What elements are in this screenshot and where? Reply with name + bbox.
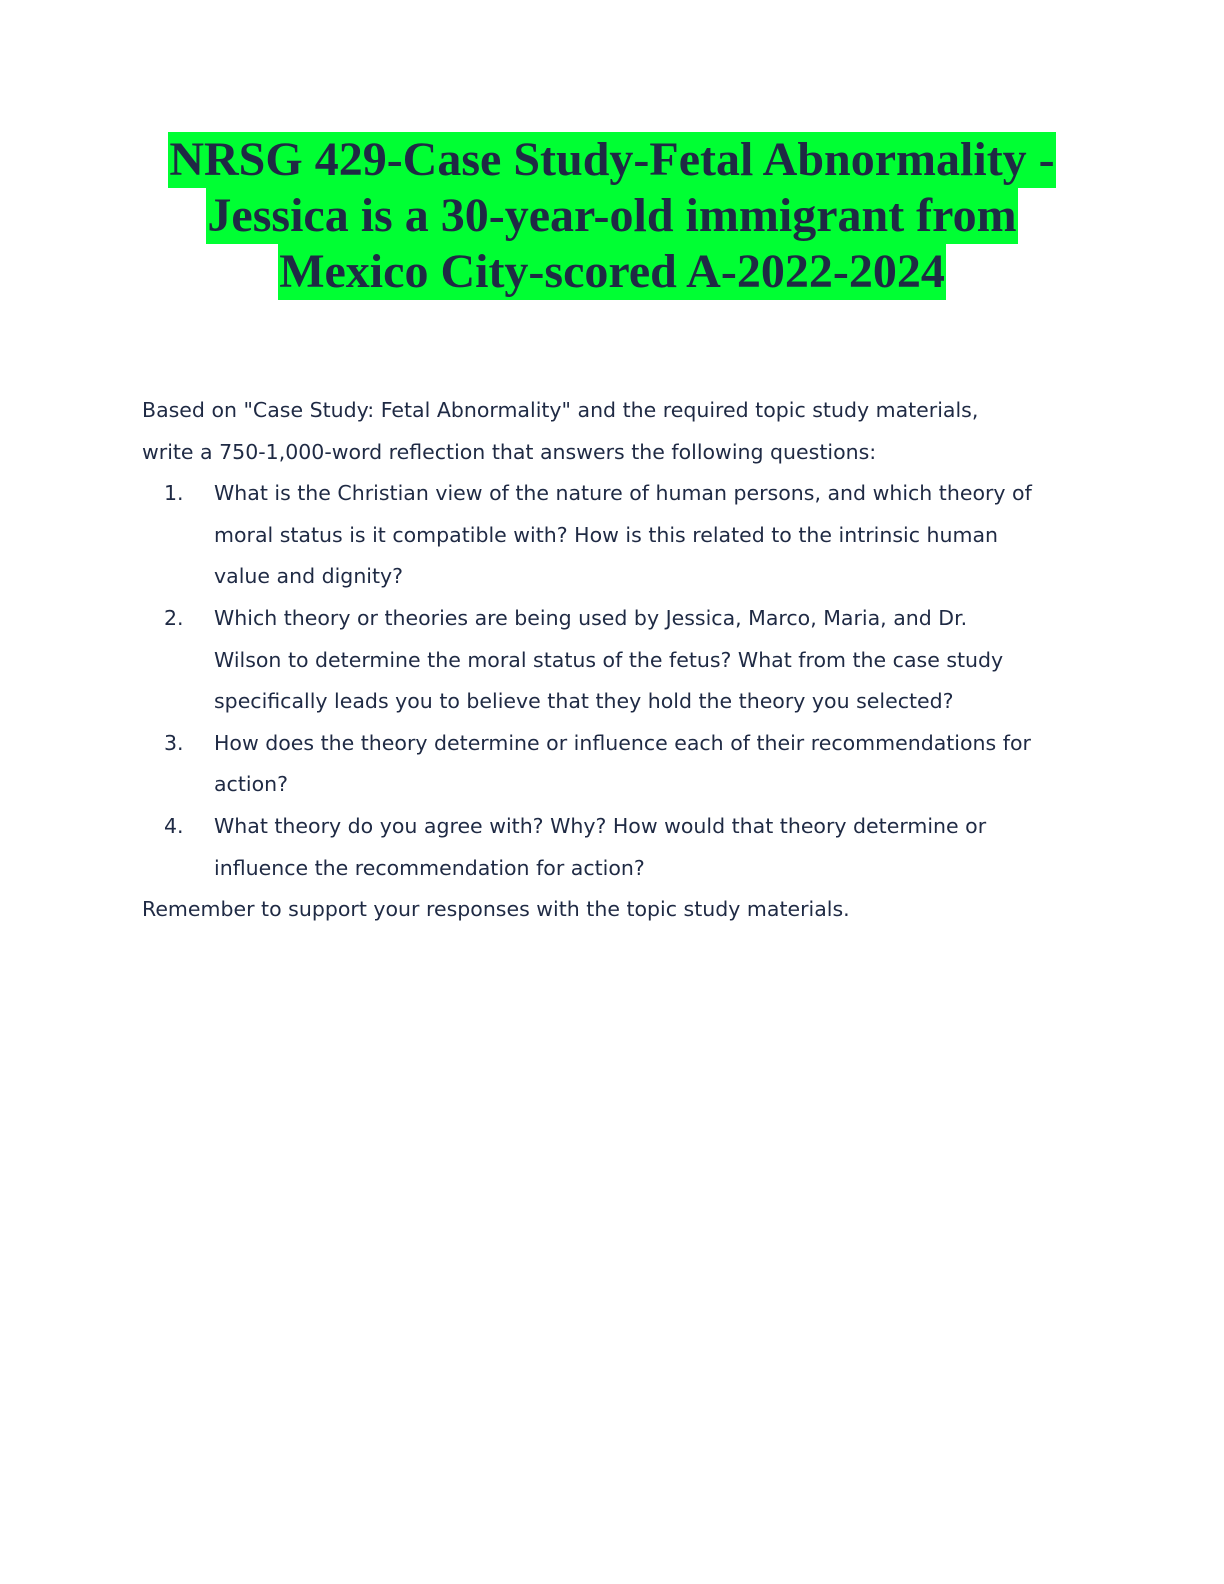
title-line-2: Jessica is a 30-year-old immigrant from: [207, 189, 1017, 242]
question-item-3: [142, 723, 1082, 806]
question-2-line-1: Which theory or theories are being used by Jessica, Marco, Maria, and Dr.: [214, 605, 968, 630]
question-3-line-1: How does the theory determine or influence each of their recommendations for: [214, 730, 1031, 755]
question-1-line-3: value and dignity?: [214, 564, 404, 589]
question-number-3: 3.: [164, 730, 184, 755]
question-number-1: 1.: [164, 481, 184, 506]
question-4-line-2: influence the recommendation for action?: [214, 855, 645, 880]
question-list: [142, 473, 1082, 889]
question-number-4: 4.: [164, 813, 184, 838]
title-line-1: NRSG 429-Case Study-Fetal Abnormality -: [169, 133, 1055, 186]
intro-line-2: write a 750-1,000-word reflection that answers the following questions:: [142, 439, 877, 464]
question-4-line-1: What theory do you agree with? Why? How would that theory determine or: [214, 813, 987, 838]
question-item-4: [142, 806, 1082, 889]
assignment-body: [142, 390, 1082, 931]
intro-line-1: Based on "Case Study: Fetal Abnormality" and the required topic study materials,: [142, 398, 979, 422]
question-item-2: [142, 598, 1082, 723]
document-title: [120, 132, 1104, 300]
question-2-line-3: specifically leads you to believe that they hold the theory you selected?: [214, 689, 954, 714]
question-2-line-2: Wilson to determine the moral status of the fetus? What from the case study: [214, 647, 1004, 672]
closing-line: Remember to support your responses with the topic study materials.: [142, 897, 850, 922]
question-3-line-2: action?: [214, 772, 288, 797]
title-line-3: Mexico City-scored A-2022-2024: [279, 245, 945, 298]
question-number-2: 2.: [164, 605, 184, 630]
question-item-1: [142, 473, 1082, 598]
question-1-line-2: moral status is it compatible with? How is this related to the intrinsic human: [214, 522, 999, 547]
question-1-line-1: What is the Christian view of the nature of human persons, and which theory of: [214, 481, 1032, 506]
